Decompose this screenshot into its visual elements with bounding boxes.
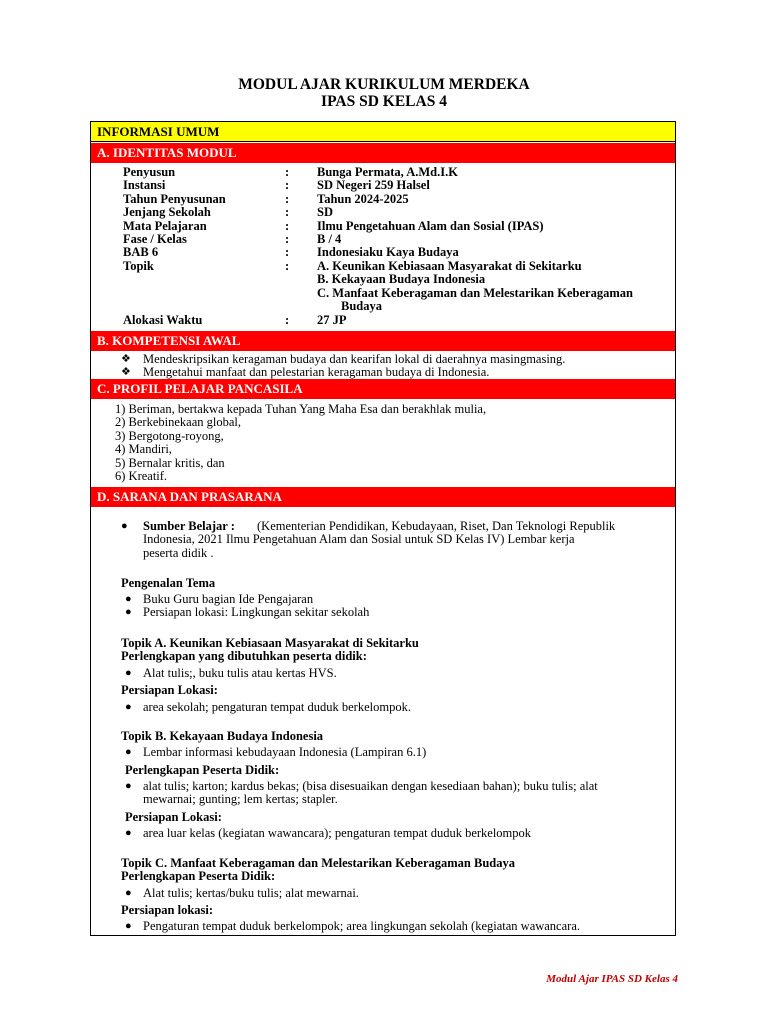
topik-b-item: area luar kelas (kegiatan wawancara); pengaturan tempat duduk berkelompok <box>143 826 532 840</box>
alokasi-value: 27 JP <box>317 313 347 327</box>
colon: : <box>285 245 290 260</box>
pengenalan-tema-title: Pengenalan Tema <box>121 576 216 590</box>
topik-a-title: Topik A. Keunikan Kebiasaan Masyarakat di Sekitarku <box>121 636 419 650</box>
identitas-value: Tahun 2024-2025 <box>317 191 409 206</box>
profil-header: C. PROFIL PELAJAR PANCASILA <box>91 379 675 399</box>
bullet-icon: ● <box>125 746 132 758</box>
topik-b-subheading: Perlengkapan Peserta Didik: <box>125 763 280 777</box>
topik-c-item: Alat tulis; kertas/buku tulis; alat mewarnai. <box>143 886 359 900</box>
identitas-header: A. IDENTITAS MODUL <box>91 143 675 163</box>
topik-a-subheading: Persiapan Lokasi: <box>121 683 218 697</box>
identitas-value: SD <box>317 205 333 220</box>
bullet-icon: ● <box>125 827 132 839</box>
identitas-label: Topik <box>123 258 154 273</box>
pengenalan-item: Buku Guru bagian Ide Pengajaran <box>143 592 314 606</box>
identitas-label: Mata Pelajaran <box>123 218 207 233</box>
colon: : <box>285 313 290 327</box>
diamond-bullet-icon: ❖ <box>121 353 131 365</box>
informasi-umum-header: INFORMASI UMUM <box>91 122 675 142</box>
colon: : <box>285 232 290 246</box>
document-subtitle: IPAS SD KELAS 4 <box>321 93 447 110</box>
colon: : <box>285 258 290 273</box>
module-table <box>90 121 676 936</box>
kompetensi-header: B. KOMPETENSI AWAL <box>91 331 675 351</box>
identitas-value: A. Keunikan Kebiasaan Masyarakat di Sekitarku <box>317 258 582 273</box>
colon: : <box>285 205 290 220</box>
topik-b-item: Lembar informasi kebudayaan Indonesia (Lampiran 6.1) <box>143 745 427 759</box>
sarana-header: D. SARANA DAN PRASARANA <box>91 487 675 507</box>
topik-item-continued: Budaya <box>341 299 382 313</box>
bullet-icon: ● <box>125 701 132 713</box>
diamond-bullet-icon: ❖ <box>121 366 131 379</box>
identitas-label: Jenjang Sekolah <box>123 205 211 220</box>
identitas-value: Bunga Permata, A.Md.I.K <box>317 165 458 179</box>
identitas-value: Indonesiaku Kaya Budaya <box>317 245 459 260</box>
identitas-label: Tahun Penyusunan <box>123 191 226 206</box>
page-footer: Modul Ajar IPAS SD Kelas 4 <box>546 973 678 985</box>
bullet-icon: ● <box>125 920 132 932</box>
identitas-label: Fase / Kelas <box>123 232 187 246</box>
colon: : <box>285 218 290 233</box>
topik-c-item: Pengaturan tempat duduk berkelompok; area lingkungan sekolah (kegiatan wawancara. <box>143 919 580 933</box>
sumber-belajar-label: Sumber Belajar : <box>143 519 235 533</box>
identitas-label: Instansi <box>123 178 166 193</box>
bullet-icon: ● <box>125 593 132 605</box>
topik-item: C. Manfaat Keberagaman dan Melestarikan Keberagaman <box>317 285 633 300</box>
profil-item: 2) Berkebinekaan global, <box>115 415 241 430</box>
topik-a-subheading: Perlengkapan yang dibutuhkan peserta didik: <box>121 649 367 664</box>
identitas-label: Penyusun <box>123 165 176 179</box>
topik-b-title: Topik B. Kekayaan Budaya Indonesia <box>121 729 324 743</box>
kompetensi-item: Mendeskripsikan keragaman budaya dan kearifan lokal di daerahnya masingmasing. <box>143 352 566 366</box>
sumber-belajar-text: Indonesia, 2021 Ilmu Pengetahuan Alam dan Sosial untuk SD Kelas IV) Lembar kerja <box>143 532 575 547</box>
bullet-icon: ● <box>125 780 132 792</box>
colon: : <box>285 178 290 193</box>
identitas-value: Ilmu Pengetahuan Alam dan Sosial (IPAS) <box>317 218 544 233</box>
bullet-icon: ● <box>125 606 132 619</box>
sumber-belajar-text: (Kementerian Pendidikan, Kebudayaan, Riset, Dan Teknologi Republik <box>257 519 616 533</box>
identitas-value: B / 4 <box>317 232 342 246</box>
colon: : <box>285 191 290 206</box>
topik-b-item: alat tulis; karton; kardus bekas; (bisa disesuaikan dengan kesediaan bahan); buku tulis; alat <box>143 779 598 793</box>
topik-c-title: Topik C. Manfaat Keberagaman dan Melestarikan Keberagaman Budaya <box>121 856 516 870</box>
profil-item: 3) Bergotong-royong, <box>115 428 224 443</box>
profil-item: 5) Bernalar kritis, dan <box>115 455 225 470</box>
profil-item: 4) Mandiri, <box>115 442 172 457</box>
pengenalan-item: Persiapan lokasi: Lingkungan sekitar sekolah <box>143 605 370 620</box>
topik-b-item-continued: mewarnai; gunting; lem kertas; stapler. <box>143 792 338 807</box>
alokasi-label: Alokasi Waktu <box>123 313 203 327</box>
bullet-icon: ● <box>125 667 132 679</box>
sumber-belajar-text: peserta didik . <box>143 545 214 560</box>
topik-c-subheading: Persiapan lokasi: <box>121 903 214 917</box>
topik-item: B. Kekayaan Budaya Indonesia <box>317 272 486 287</box>
profil-item: 6) Kreatif. <box>115 469 168 483</box>
topik-b-subheading: Persiapan Lokasi: <box>125 810 222 824</box>
document-title: MODUL AJAR KURIKULUM MERDEKA <box>238 76 530 93</box>
bullet-icon: ● <box>125 887 132 899</box>
kompetensi-item: Mengetahui manfaat dan pelestarian keragaman budaya di Indonesia. <box>143 365 490 380</box>
topik-c-subheading: Perlengkapan Peserta Didik: <box>121 869 276 884</box>
identitas-label: BAB 6 <box>123 245 159 260</box>
identitas-value: SD Negeri 259 Halsel <box>317 178 430 193</box>
topik-a-item: Alat tulis;, buku tulis atau kertas HVS. <box>143 666 337 680</box>
bullet-icon: ● <box>121 520 128 532</box>
colon: : <box>285 165 290 179</box>
profil-item: 1) Beriman, bertakwa kepada Tuhan Yang Maha Esa dan berakhlak mulia, <box>115 402 487 416</box>
topik-a-item: area sekolah; pengaturan tempat duduk berkelompok. <box>143 700 411 714</box>
